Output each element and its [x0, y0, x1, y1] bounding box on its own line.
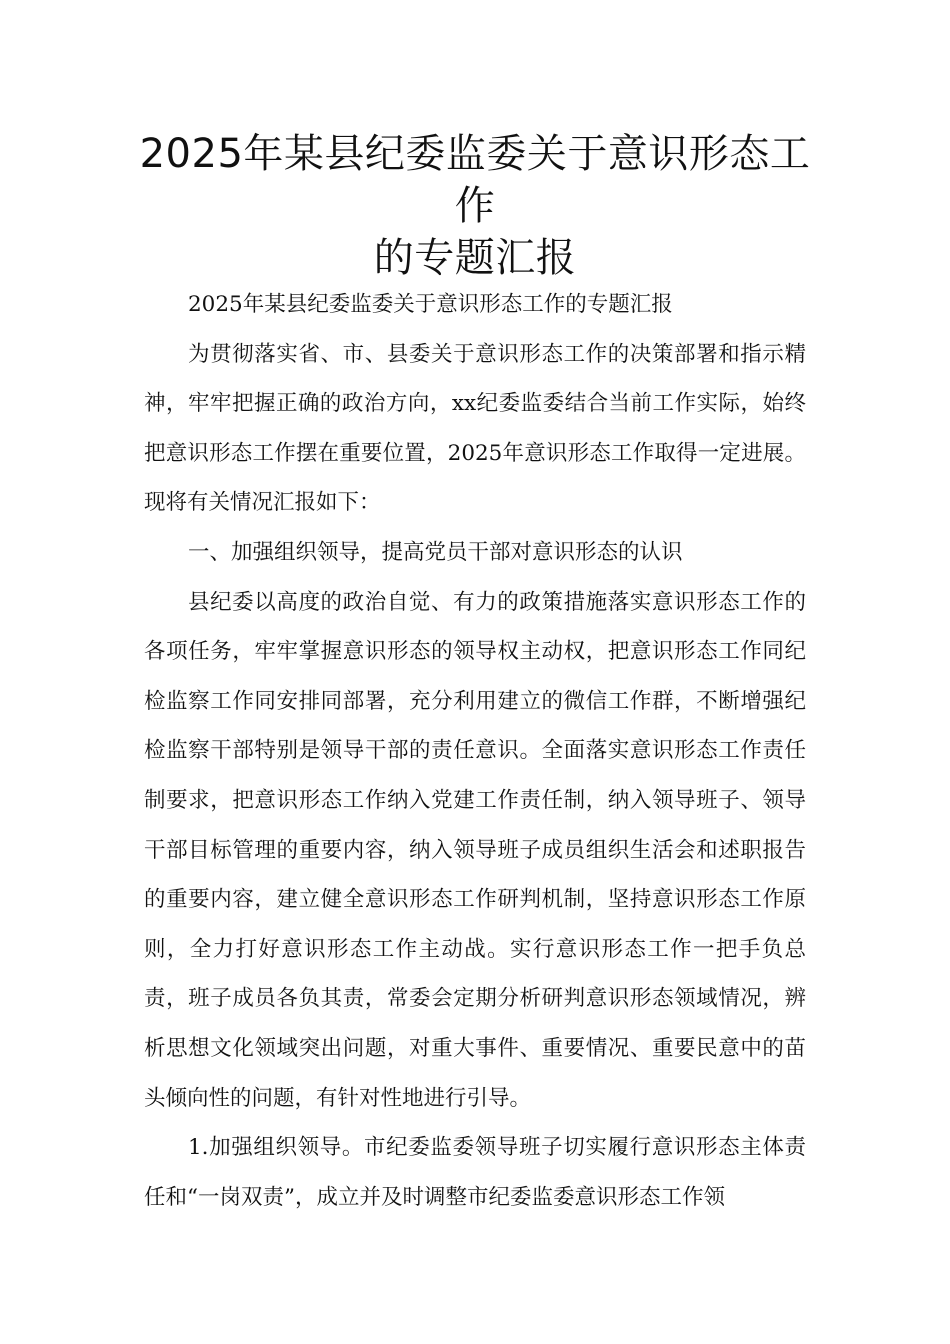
- intro-paragraph: 为贯彻落实省、市、县委关于意识形态工作的决策部署和指示精神，牢牢把握正确的政治方向，xx纪委监委结合当前工作实际，始终把意识形态工作摆在重要位置，2025年意识形态工作取得一定进展。现将有关情况汇报如下：: [144, 341, 806, 516]
- document-title-line-2: 的专题汇报: [373, 235, 577, 281]
- repeated-title-paragraph: 2025年某县纪委监委关于意识形态工作的专题汇报: [188, 292, 673, 317]
- subsection-1-paragraph: 1.加强组织领导。市纪委监委领导班子切实履行意识形态主体责任和“一岗双责”，成立并及时调整市纪委监委意识形态工作领: [144, 1135, 806, 1210]
- section-heading-1: 一、加强组织领导，提高党员干部对意识形态的认识: [188, 539, 683, 565]
- document-title: [120, 128, 830, 284]
- document-title-line-1: 2025年某县纪委监委关于意识形态工作: [139, 131, 811, 229]
- document-body: [144, 280, 806, 1222]
- section-1-paragraph: 县纪委以高度的政治自觉、有力的政策措施落实意识形态工作的各项任务，牢牢掌握意识形态的领导权主动权，把意识形态工作同纪检监察工作同安排同部署，充分利用建立的微信工作群，不断增强纪检监察干部特别是领导干部的责任意识。全面落实意识形态工作责任制要求，把意识形态工作纳入党建工作责任制，纳入领导班子、领导干部目标管理的重要内容，纳入领导班子成员组织生活会和述职报告的重要内容，建立健全意识形态工作研判机制，坚持意识形态工作原则，全力打好意识形态工作主动战。实行意识形态工作一把手负总责，班子成员各负其责，常委会定期分析研判意识形态领域情况，辨析思想文化领域突出问题，对重大事件、重要情况、重要民意中的苗头倾向性的问题，有针对性地进行引导。: [144, 589, 806, 1111]
